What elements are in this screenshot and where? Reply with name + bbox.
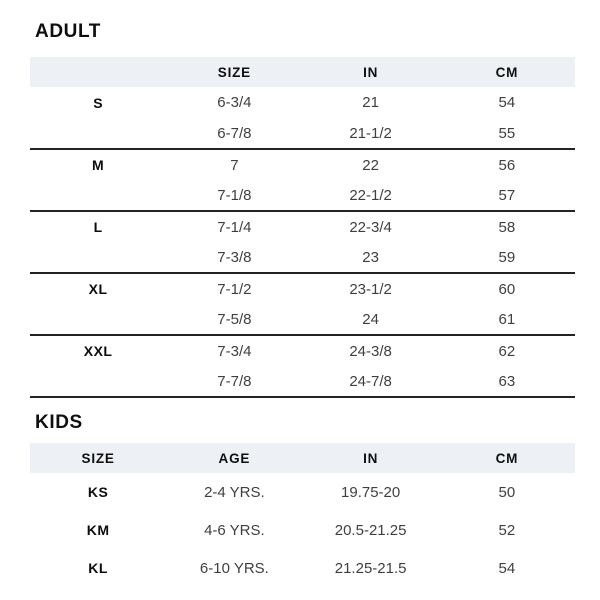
cm-cell: 54	[498, 94, 516, 111]
size-label-cell: KM	[86, 522, 110, 538]
hat-size-cell: 7	[230, 156, 239, 174]
table-row	[30, 549, 575, 587]
inches-cell: 23-1/2	[349, 280, 392, 298]
inches-cell: 21.25-21.5	[334, 559, 407, 577]
cm-cell: 55	[439, 118, 575, 149]
table-header-row	[30, 443, 575, 473]
inches-cell: 22-3/4	[349, 218, 392, 236]
size-group-label	[30, 242, 166, 273]
hat-size-cell: 7-3/8	[166, 242, 302, 273]
table-row	[30, 242, 575, 273]
hat-size-cell: 7-7/8	[166, 366, 302, 397]
cm-cell: 59	[439, 242, 575, 273]
table-row	[30, 273, 575, 304]
inches-cell: 21	[362, 94, 379, 111]
table-row	[30, 118, 575, 149]
table-row	[30, 304, 575, 335]
hat-size-cell: 7-1/2	[217, 280, 252, 298]
age-cell: 6-10 YRS.	[199, 559, 269, 577]
table-row	[30, 211, 575, 242]
inches-cell: 24	[303, 304, 439, 335]
header-cell-blank	[30, 57, 166, 87]
size-group-label: S	[93, 94, 104, 111]
cm-cell: 62	[498, 342, 516, 360]
cm-cell: 63	[439, 366, 575, 397]
cm-cell: 54	[498, 559, 516, 577]
header-cell-in: IN	[363, 64, 379, 80]
header-cell-age: AGE	[218, 450, 251, 466]
cm-cell: 57	[439, 180, 575, 211]
size-group-label	[30, 180, 166, 211]
table-header-row	[30, 57, 575, 87]
hat-size-cell: 6-7/8	[166, 118, 302, 149]
size-group-label: M	[92, 157, 105, 173]
table-row	[30, 511, 575, 549]
adult-table-body	[30, 87, 575, 397]
size-group-label: XL	[88, 281, 108, 297]
inches-cell: 23	[303, 242, 439, 273]
adult-size-table	[30, 57, 575, 398]
size-group-label: L	[93, 219, 103, 235]
hat-size-cell: 7-3/4	[217, 342, 252, 360]
cm-cell: 58	[498, 218, 516, 236]
size-label-cell: KS	[87, 484, 109, 500]
hat-size-cell: 6-3/4	[217, 94, 252, 111]
kids-table-body	[30, 473, 575, 587]
inches-cell: 24-3/8	[349, 342, 392, 360]
size-group-label	[30, 118, 166, 149]
inches-cell: 19.75-20	[341, 483, 401, 501]
inches-cell: 22-1/2	[303, 180, 439, 211]
age-cell: 2-4 YRS.	[204, 483, 265, 501]
inches-cell: 24-7/8	[303, 366, 439, 397]
cm-cell: 56	[498, 156, 516, 174]
table-row	[30, 149, 575, 180]
table-row	[30, 87, 575, 118]
inches-cell: 20.5-21.25	[334, 521, 407, 539]
header-cell-in: IN	[363, 450, 379, 466]
size-label-cell: KL	[88, 560, 108, 576]
size-group-label	[30, 366, 166, 397]
header-cell-size: SIZE	[217, 64, 251, 80]
kids-section	[30, 412, 575, 587]
age-cell: 4-6 YRS.	[204, 521, 265, 539]
cm-cell: 52	[498, 521, 516, 539]
table-row	[30, 180, 575, 211]
inches-cell: 21-1/2	[303, 118, 439, 149]
hat-size-cell: 7-5/8	[166, 304, 302, 335]
header-cell-size: SIZE	[81, 450, 115, 466]
adult-section-title: ADULT	[35, 21, 101, 42]
size-group-label: XXL	[83, 343, 113, 359]
cm-cell: 60	[498, 280, 516, 298]
kids-size-table	[30, 443, 575, 587]
table-row	[30, 366, 575, 397]
cm-cell: 61	[439, 304, 575, 335]
hat-size-cell: 7-1/4	[217, 218, 252, 236]
adult-section	[30, 0, 575, 398]
hat-size-cell: 7-1/8	[166, 180, 302, 211]
table-row	[30, 473, 575, 511]
header-cell-cm: CM	[495, 64, 519, 80]
size-group-label	[30, 304, 166, 335]
cm-cell: 50	[498, 483, 516, 501]
header-cell-cm: CM	[495, 450, 519, 466]
inches-cell: 22	[362, 156, 379, 174]
table-row	[30, 335, 575, 366]
kids-section-title: KIDS	[35, 412, 83, 433]
